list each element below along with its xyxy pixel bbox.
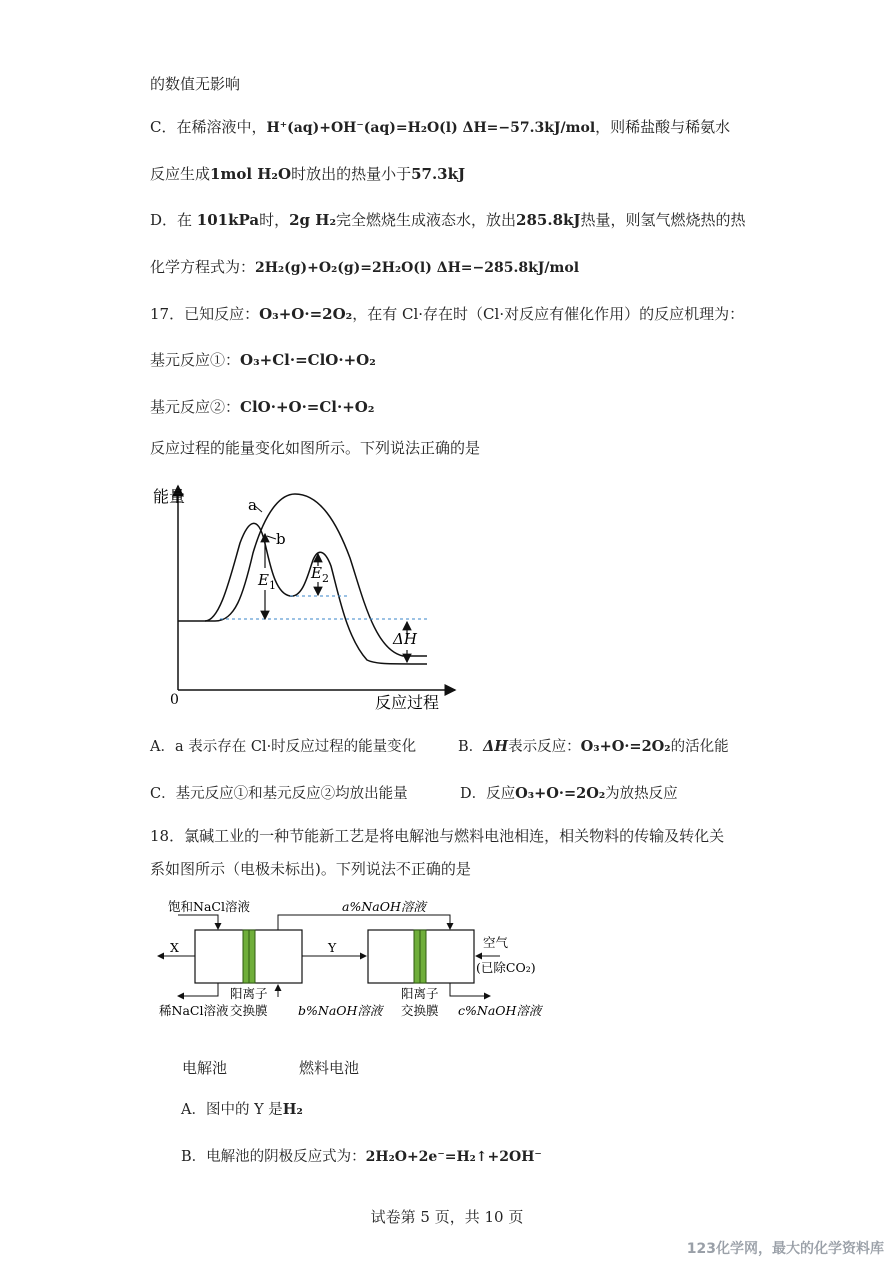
option-b-17: [458, 737, 729, 757]
option-d-line: [150, 210, 746, 230]
label-y: Y: [328, 940, 337, 955]
page-footer: 试卷第 5 页，共 10 页: [370, 1208, 524, 1226]
option-c-line-2: [150, 164, 465, 184]
option-d-17: [460, 784, 678, 804]
text: B．电解池的阴极反应式为：: [181, 1149, 366, 1165]
option-c-suffix: ，则稀盐酸与稀氨水: [595, 118, 731, 136]
text: 时，: [259, 211, 290, 229]
value: 285.8kJ: [516, 211, 581, 229]
equation: 2H₂O+2e⁻=H₂↑+2OH⁻: [365, 1149, 542, 1165]
option-a-18: [181, 1100, 303, 1120]
text: A．a 表示存在 Cl·时反应过程的能量变化: [150, 739, 417, 755]
option-c-prefix: C．在稀溶液中，: [150, 118, 267, 136]
e2-label: $E_2$: [311, 564, 329, 585]
option-c-line: [150, 117, 730, 138]
energy-diagram: [145, 478, 465, 718]
label-membrane-right-2: 交换膜: [401, 1003, 439, 1018]
option-b-18: [181, 1147, 542, 1167]
label-dilute-nacl: 稀NaCl溶液: [159, 1003, 229, 1018]
curve-a-label: a: [248, 496, 257, 514]
value: 57.3kJ: [411, 165, 466, 183]
label-membrane-right: 阳离子: [401, 986, 439, 1001]
formula: 1mol H₂O: [210, 165, 292, 183]
question-18-line-1: 18．氯碱工业的一种节能新工艺是将电解池与燃料电池相连，相关物料的传输及转化关: [150, 827, 725, 845]
option-d-line-2: [150, 257, 579, 278]
equation: 2H₂(g)+O₂(g)=2H₂O(l) ΔH=−285.8kJ/mol: [255, 260, 580, 276]
x-axis-label: 反应过程: [375, 693, 440, 712]
label-membrane-left: 阳离子: [230, 986, 268, 1001]
text: 17．已知反应：: [150, 305, 260, 323]
equation: O₃+O·=2O₂: [259, 305, 353, 323]
label-naoh-c: c%NaOH溶液: [458, 1003, 542, 1018]
dh-label: ΔH: [393, 630, 417, 648]
caption-electrolysis: 电解池: [182, 1059, 228, 1077]
text: 时放出的热量小于: [291, 165, 412, 183]
origin-label: 0: [170, 692, 179, 708]
text: 表示反应：: [508, 739, 581, 755]
dilute-nacl-arrow: [178, 983, 218, 996]
question-17: [150, 304, 744, 324]
text: 反应生成: [150, 165, 211, 183]
text: D．在: [150, 211, 197, 229]
option-c-equation: H⁺(aq)+OH⁻(aq)=H₂O(l) ΔH=−57.3kJ/mol: [266, 120, 596, 136]
watermark: 123化学网，最大的化学资料库: [686, 1241, 884, 1257]
text: 基元反应②：: [150, 398, 241, 416]
naoh-c-arrow: [450, 983, 490, 996]
label-membrane-left-2: 交换膜: [230, 1003, 268, 1018]
label-saturated-nacl: 饱和NaCl溶液: [168, 899, 250, 914]
text: A．图中的 Y 是: [181, 1102, 283, 1118]
label-air: 空气: [483, 935, 509, 950]
curve-b-label: b: [276, 530, 286, 548]
caption-fuel-cell: 燃料电池: [299, 1059, 360, 1077]
question-17-desc: 反应过程的能量变化如图所示。下列说法正确的是: [150, 439, 481, 457]
label-naoh-b: b%NaOH溶液: [298, 1003, 383, 1018]
delta-h: ΔH: [483, 738, 509, 755]
text-line: 的数值无影响: [150, 75, 241, 93]
text: D．反应: [460, 786, 516, 802]
naoh-a-arrow: [278, 915, 450, 930]
cell-diagram: [150, 893, 550, 1025]
label-air-note: (已除CO₂): [476, 960, 536, 975]
equation: O₃+O·=2O₂: [515, 785, 606, 802]
formula: 2g H₂: [289, 211, 337, 229]
option-a-17: [150, 737, 416, 757]
text: 完全燃烧生成液态水，放出: [336, 211, 517, 229]
reaction-1: [150, 350, 376, 370]
text: 为放热反应: [605, 786, 678, 802]
y-axis-label: 能量: [153, 487, 186, 506]
label-naoh-a: a%NaOH溶液: [342, 899, 426, 914]
text: 化学方程式为：: [150, 258, 256, 276]
formula: H₂: [282, 1101, 303, 1118]
pressure: 101kPa: [196, 211, 260, 229]
equation: ClO·+O·=Cl·+O₂: [240, 398, 375, 416]
text: 热量，则氢气燃烧热的热: [580, 211, 746, 229]
text: 的活化能: [670, 739, 729, 755]
e1-label: $E_1$: [258, 571, 276, 592]
equation: O₃+O·=2O₂: [580, 738, 671, 755]
question-18-line-2: 系如图所示（电极未标出)。下列说法不正确的是: [150, 860, 471, 878]
text: ，在有 Cl·存在时（Cl·对反应有催化作用）的反应机理为：: [352, 305, 745, 323]
curve-a: [178, 494, 427, 656]
equation: O₃+Cl·=ClO·+O₂: [240, 351, 376, 369]
reaction-2: [150, 397, 374, 417]
curve-b-pointer: [267, 536, 276, 539]
nacl-in-arrow: [178, 915, 218, 929]
option-c-17: C．基元反应①和基元反应②均放出能量: [150, 786, 408, 802]
text: 基元反应①：: [150, 351, 241, 369]
label-x: X: [170, 940, 179, 955]
text: B．: [458, 739, 484, 755]
